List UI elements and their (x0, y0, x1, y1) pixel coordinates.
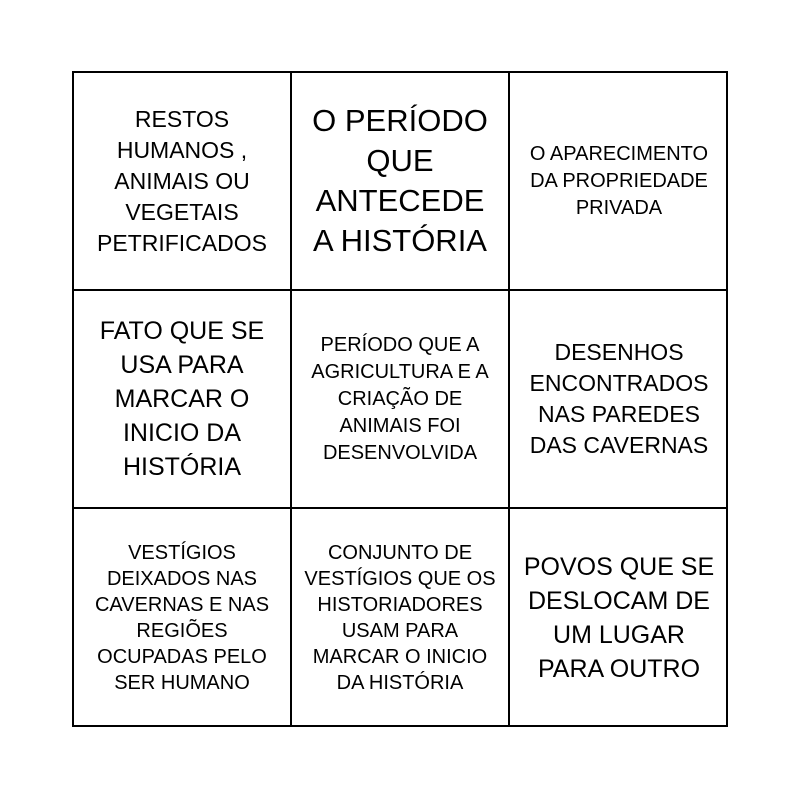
cell-text: CONJUNTO DE VESTÍGIOS QUE OS HISTORIADORES USAM PARA MARCAR O INICIO DA HISTÓRIA (304, 542, 496, 694)
cell-text: RESTOS HUMANOS , ANIMAIS OU VEGETAIS PETRIFICADOS (97, 105, 267, 256)
cell-text: VESTÍGIOS DEIXADOS NAS CAVERNAS E NAS REGIÕES OCUPADAS PELO SER HUMANO (94, 542, 270, 694)
bingo-cell-r1c1[interactable] (74, 73, 292, 291)
cell-text: O PERÍODO QUE ANTECEDE A HISTÓRIA (312, 103, 488, 258)
bingo-cell-r3c3[interactable] (510, 509, 728, 727)
cell-text: PERÍODO QUE A AGRICULTURA E A CRIAÇÃO DE ANIMAIS FOI DESENVOLVIDA (311, 333, 489, 464)
bingo-cell-r2c2[interactable] (292, 291, 510, 509)
bingo-board (72, 71, 728, 727)
bingo-cell-r3c2[interactable] (292, 509, 510, 727)
bingo-cell-r2c3[interactable] (510, 291, 728, 509)
bingo-cell-r3c1[interactable] (74, 509, 292, 727)
cell-text: O APARECIMENTO DA PROPRIEDADE PRIVADA (529, 142, 709, 219)
cell-text: FATO QUE SE USA PARA MARCAR O INICIO DA HISTÓRIA (99, 317, 265, 481)
bingo-cell-r1c2[interactable] (292, 73, 510, 291)
bingo-cell-r2c1[interactable] (74, 291, 292, 509)
cell-text: POVOS QUE SE DESLOCAM DE UM LUGAR PARA OUTRO (523, 553, 715, 683)
bingo-cell-r1c3[interactable] (510, 73, 728, 291)
cell-text: DESENHOS ENCONTRADOS NAS PAREDES DAS CAVERNAS (529, 339, 709, 458)
